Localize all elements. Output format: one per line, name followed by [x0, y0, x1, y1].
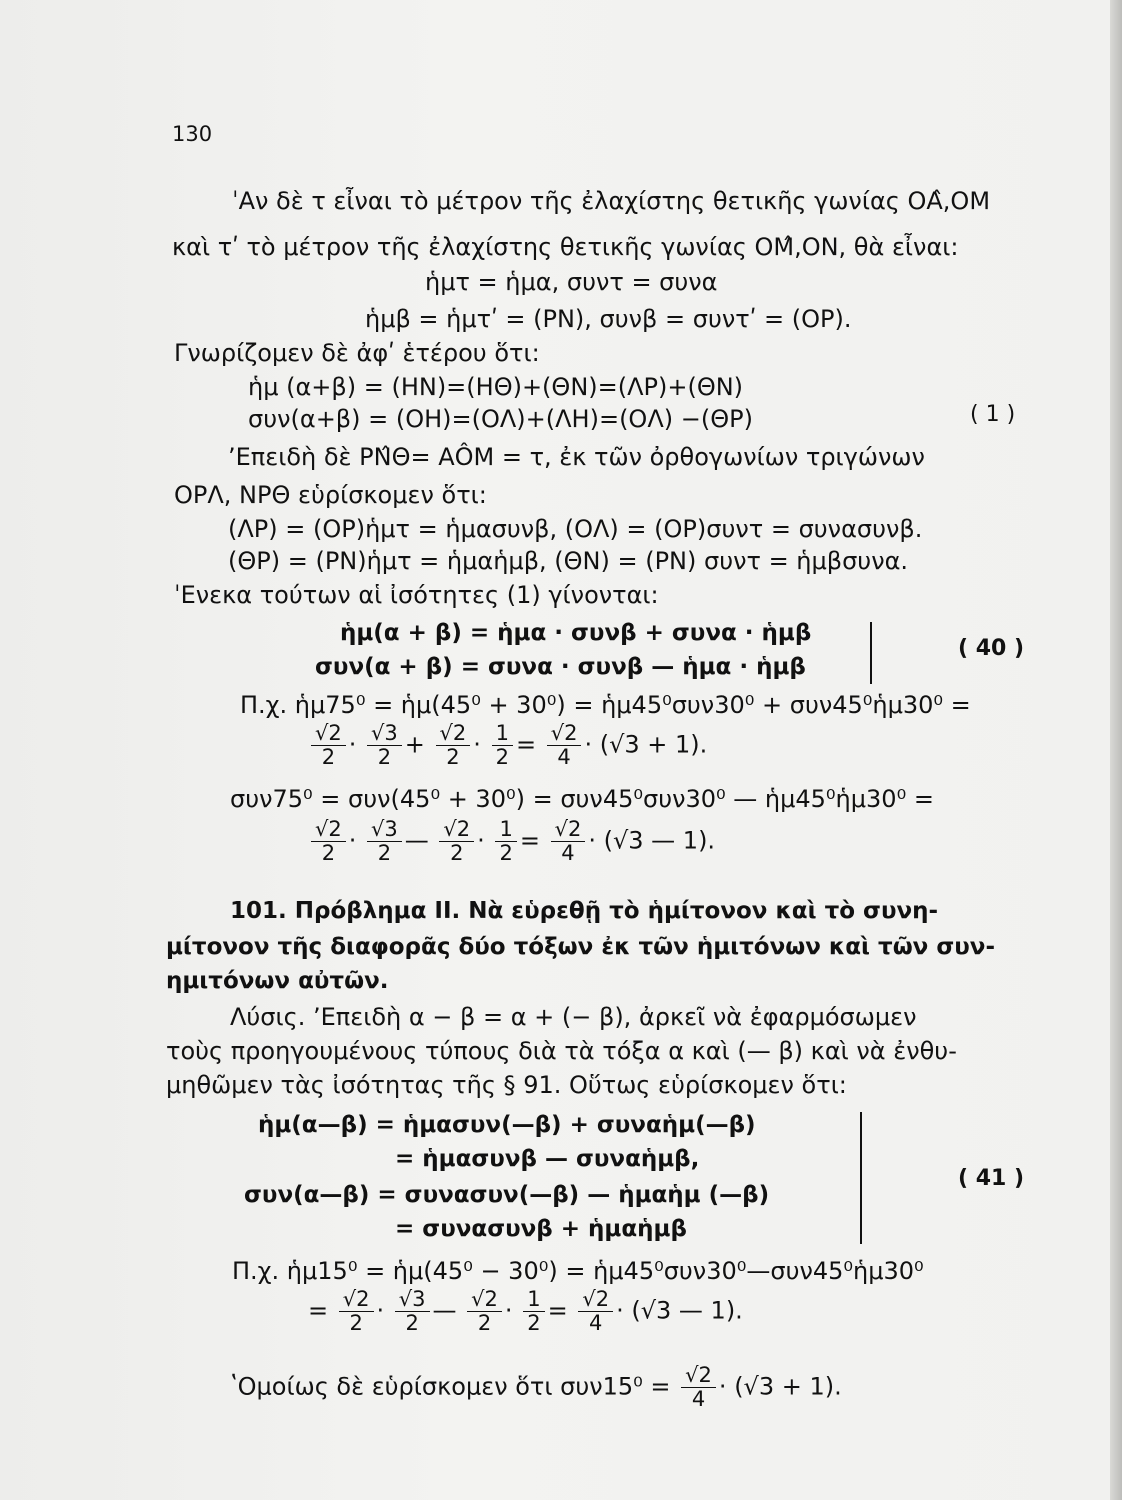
right-brace — [862, 622, 872, 684]
formula-41-sin-cont: = ἡμασυνβ — συναἡμβ, — [395, 1146, 700, 1172]
equation-number: ( 1 ) — [970, 402, 1016, 427]
equation-line: (ΘΡ) = (ΡΝ)ἡμτ = ἡμαἡμβ, (ΘΝ) = (ΡΝ) συντ = ἡμβσυνα. — [228, 547, 909, 575]
fraction: $\frac{√2}{4}$ — [681, 1364, 716, 1411]
fraction: $\frac{√3}{2}$ — [367, 818, 402, 865]
equation-line: ἡμ (α+β) = (ΗΝ)=(ΗΘ)+(ΘΝ)=(ΛΡ)+(ΘΝ) — [248, 373, 744, 401]
formula-40-cos: συν(α + β) = συνα · συνβ — ἡμα · ἡμβ — [315, 654, 806, 680]
fraction: $\frac{√3}{2}$ — [367, 722, 402, 769]
fraction: $\frac{√2}{4}$ — [578, 1288, 613, 1335]
formula-40-sin: ἡμ(α + β) = ἡμα · συνβ + συνα · ἡμβ — [340, 620, 812, 646]
text-line: μηθῶμεν τὰς ἰσότητας τῆς § 91. Οὕτως εὑρίσκομεν ὅτι: — [166, 1071, 847, 1099]
page-spine-shadow — [1110, 0, 1122, 1500]
fraction: $\frac{√3}{2}$ — [395, 1288, 430, 1335]
equation-number: ( 41 ) — [958, 1166, 1025, 1191]
equation-line: (ΛΡ) = (ΟΡ)ἡμτ = ἡμασυνβ, (ΟΛ) = (ΟΡ)συντ = συνασυνβ. — [228, 515, 923, 543]
fraction: $\frac{√2}{2}$ — [436, 722, 471, 769]
problem-heading: 101. Πρόβλημα ΙΙ. Νὰ εὑρεθῇ τὸ ἡμίτονον καὶ τὸ συνη- — [230, 898, 939, 924]
fraction: $\frac{√2}{4}$ — [547, 722, 582, 769]
fraction-row: $\frac{√2}{2}$ · $\frac{√3}{2}$ — $\frac{√2}{2}$ · $\frac{1}{2}$ = $\frac{√2}{4}$ · (√3 — 1). — [308, 818, 715, 865]
fraction: $\frac{√2}{4}$ — [551, 818, 586, 865]
right-brace — [852, 1112, 862, 1244]
fraction: $\frac{√2}{2}$ — [339, 1288, 374, 1335]
equation-line: Π.χ. ἡμ75⁰ = ἡμ(45⁰ + 30⁰) = ἡμ45⁰συν30⁰ + συν45⁰ἡμ30⁰ = — [240, 691, 971, 719]
fraction-row: $\frac{√2}{2}$ · $\frac{√3}{2}$ + $\frac{√2}{2}$ · $\frac{1}{2}$ = $\frac{√2}{4}$ · (√3 + 1). — [308, 722, 707, 769]
equation-line: συν(α+β) = (ΟΗ)=(ΟΛ)+(ΛΗ)=(ΟΛ) −(ΘΡ) — [248, 405, 753, 433]
formula-41-sin: ἡμ(α—β) = ἡμασυν(—β) + συναἡμ(—β) — [258, 1112, 756, 1138]
problem-heading: ημιτόνων αὐτῶν. — [166, 968, 389, 994]
problem-heading: μίτονον τῆς διαφορᾶς δύο τόξων ἐκ τῶν ἡμιτόνων καὶ τῶν συν- — [166, 934, 996, 960]
text-line: ˈΕνεκα τούτων αἱ ἰσότητες (1) γίνονται: — [174, 581, 659, 609]
formula-41-cos-cont: = συνασυνβ + ἡμαἡμβ — [395, 1216, 687, 1242]
equation-line: συν75⁰ = συν(45⁰ + 30⁰) = συν45⁰συν30⁰ — ἡμ45⁰ἡμ30⁰ = — [230, 785, 934, 813]
fraction: $\frac{√2}{2}$ — [467, 1288, 502, 1335]
text-line: καὶ τʹ τὸ μέτρον τῆς ἐλαχίστης θετικῆς γωνίας ΟΜ̂,ΟΝ, θὰ εἶναι: — [172, 233, 959, 261]
fraction: $\frac{√2}{2}$ — [439, 818, 474, 865]
text-line: Λύσις. ʼΕπειδὴ α − β = α + (− β), ἀρκεῖ νὰ ἐφαρμόσωμεν — [230, 1003, 917, 1031]
text-line: ΟΡΛ, ΝΡΘ εὑρίσκομεν ὅτι: — [174, 481, 487, 509]
formula-41-cos: συν(α—β) = συνασυν(—β) — ἡμαἡμ (—β) — [244, 1182, 770, 1208]
page-number: 130 — [172, 122, 213, 146]
fraction: $\frac{1}{2}$ — [495, 818, 516, 865]
text-line: ἡμβ = ἡμτʹ = (ΡΝ), συνβ = συντʹ = (ΟΡ). — [365, 305, 852, 333]
equation-number: ( 40 ) — [958, 636, 1025, 661]
fraction: $\frac{1}{2}$ — [492, 722, 513, 769]
fraction: $\frac{√2}{2}$ — [311, 722, 346, 769]
text-line: ˈΑν δὲ τ εἶναι τὸ μέτρον τῆς ἐλαχίστης θετικῆς γωνίας ΟΑ̂,ΟΜ — [232, 187, 991, 215]
fraction: $\frac{1}{2}$ — [523, 1288, 544, 1335]
text-line: τοὺς προηγουμένους τύπους διὰ τὰ τόξα α καὶ (— β) καὶ νὰ ἐνθυ- — [166, 1037, 957, 1065]
equation-line: Π.χ. ἡμ15⁰ = ἡμ(45⁰ − 30⁰) = ἡμ45⁰συν30⁰—συν45⁰ἡμ30⁰ — [232, 1257, 924, 1285]
final-line: ʽΟμοίως δὲ εὑρίσκομεν ὅτι συν15⁰ = $\frac{√2}{4}$ · (√3 + 1). — [230, 1363, 842, 1411]
fraction: $\frac{√2}{2}$ — [311, 818, 346, 865]
text-line: Γνωρίζομεν δὲ ἀφʹ ἑτέρου ὅτι: — [174, 339, 540, 367]
text-line: ἡμτ = ἡμα, συντ = συνα — [425, 268, 718, 296]
fraction-row: = $\frac{√2}{2}$ · $\frac{√3}{2}$ — $\frac{√2}{2}$ · $\frac{1}{2}$ = $\frac{√2}{4}$ · (√3 — 1). — [308, 1287, 743, 1335]
text-line: ʼΕπειδὴ δὲ ΡΝ̂Θ= ΑÔΜ = τ, ἐκ τῶν ὀρθογωνίων τριγώνων — [228, 443, 925, 471]
